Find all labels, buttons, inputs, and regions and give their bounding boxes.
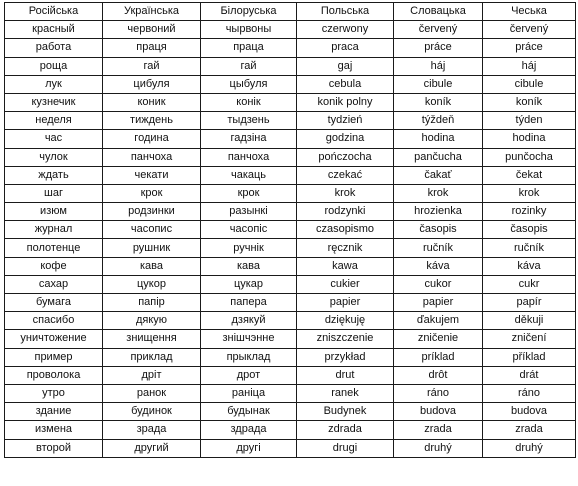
cell-slovak: červený xyxy=(394,21,483,39)
table-row xyxy=(5,275,576,293)
cell-slovak: káva xyxy=(394,257,483,275)
table-row xyxy=(5,93,576,111)
cell-ukrainian: приклад xyxy=(103,348,201,366)
cell-russian: сахар xyxy=(5,275,103,293)
cell-belarusian: другі xyxy=(201,439,297,457)
cell-slovak: pančucha xyxy=(394,148,483,166)
table-row xyxy=(5,184,576,202)
cell-belarusian: кава xyxy=(201,257,297,275)
cell-russian: час xyxy=(5,130,103,148)
table-row xyxy=(5,166,576,184)
cell-belarusian: цыбуля xyxy=(201,75,297,93)
cell-polish: pończocha xyxy=(297,148,394,166)
table-row xyxy=(5,148,576,166)
table-row xyxy=(5,75,576,93)
cell-belarusian: разынкі xyxy=(201,203,297,221)
cell-polish: czerwony xyxy=(297,21,394,39)
cell-russian: кузнечик xyxy=(5,93,103,111)
cell-belarusian: чакаць xyxy=(201,166,297,184)
cell-czech: punčocha xyxy=(483,148,576,166)
cell-czech: krok xyxy=(483,184,576,202)
cell-ukrainian: знищення xyxy=(103,330,201,348)
cell-slovak: práce xyxy=(394,39,483,57)
table-row xyxy=(5,130,576,148)
table-row xyxy=(5,312,576,330)
cell-belarusian: чырвоны xyxy=(201,21,297,39)
cell-polish: drugi xyxy=(297,439,394,457)
cell-slovak: ráno xyxy=(394,384,483,402)
cell-czech: káva xyxy=(483,257,576,275)
header-russian: Російська xyxy=(5,3,103,21)
cell-ukrainian: кава xyxy=(103,257,201,275)
cell-czech: druhý xyxy=(483,439,576,457)
cell-czech: ručník xyxy=(483,239,576,257)
cell-belarusian: праца xyxy=(201,39,297,57)
cell-polish: zniszczenie xyxy=(297,330,394,348)
table-row xyxy=(5,384,576,402)
cell-russian: второй xyxy=(5,439,103,457)
cell-ukrainian: рушник xyxy=(103,239,201,257)
cell-belarusian: здрада xyxy=(201,421,297,439)
cell-slovak: budova xyxy=(394,403,483,421)
cell-czech: čekat xyxy=(483,166,576,184)
cell-russian: проволока xyxy=(5,366,103,384)
cell-belarusian: конік xyxy=(201,93,297,111)
table-row xyxy=(5,330,576,348)
cell-slovak: koník xyxy=(394,93,483,111)
cell-belarusian: будынак xyxy=(201,403,297,421)
cell-ukrainian: цибуля xyxy=(103,75,201,93)
cell-slovak: papier xyxy=(394,294,483,312)
cell-ukrainian: другий xyxy=(103,439,201,457)
cell-czech: červený xyxy=(483,21,576,39)
header-ukrainian: Українська xyxy=(103,3,201,21)
cell-russian: полотенце xyxy=(5,239,103,257)
cell-russian: работа xyxy=(5,39,103,57)
cell-czech: papír xyxy=(483,294,576,312)
cell-ukrainian: дякую xyxy=(103,312,201,330)
cell-russian: здание xyxy=(5,403,103,421)
cell-polish: zdrada xyxy=(297,421,394,439)
cell-czech: koník xyxy=(483,93,576,111)
table-row xyxy=(5,294,576,312)
table-row xyxy=(5,348,576,366)
cell-belarusian: часопіс xyxy=(201,221,297,239)
cell-ukrainian: цукор xyxy=(103,275,201,293)
table-row xyxy=(5,112,576,130)
cell-slovak: ručník xyxy=(394,239,483,257)
cell-polish: przykład xyxy=(297,348,394,366)
cell-ukrainian: ранок xyxy=(103,384,201,402)
cell-slovak: čakať xyxy=(394,166,483,184)
table-row xyxy=(5,257,576,275)
cell-belarusian: гай xyxy=(201,57,297,75)
cell-ukrainian: панчоха xyxy=(103,148,201,166)
cell-russian: спасибо xyxy=(5,312,103,330)
table-row xyxy=(5,421,576,439)
cell-russian: чулок xyxy=(5,148,103,166)
cell-russian: уничтожение xyxy=(5,330,103,348)
table-row xyxy=(5,221,576,239)
cell-russian: красный xyxy=(5,21,103,39)
cell-slovak: príklad xyxy=(394,348,483,366)
cell-polish: ranek xyxy=(297,384,394,402)
cell-polish: cukier xyxy=(297,275,394,293)
cell-russian: бумага xyxy=(5,294,103,312)
cell-ukrainian: чекати xyxy=(103,166,201,184)
cell-czech: časopis xyxy=(483,221,576,239)
cell-polish: kawa xyxy=(297,257,394,275)
cell-slovak: hodina xyxy=(394,130,483,148)
cell-czech: hodina xyxy=(483,130,576,148)
cell-czech: háj xyxy=(483,57,576,75)
cell-belarusian: папера xyxy=(201,294,297,312)
cell-ukrainian: година xyxy=(103,130,201,148)
cell-russian: измена xyxy=(5,421,103,439)
table-body xyxy=(5,21,576,458)
cell-polish: cebula xyxy=(297,75,394,93)
table-row xyxy=(5,439,576,457)
cell-ukrainian: дріт xyxy=(103,366,201,384)
cell-russian: кофе xyxy=(5,257,103,275)
cell-belarusian: раніца xyxy=(201,384,297,402)
table-header xyxy=(5,3,576,21)
cell-russian: лук xyxy=(5,75,103,93)
translation-table xyxy=(4,2,576,458)
cell-ukrainian: червоний xyxy=(103,21,201,39)
cell-ukrainian: коник xyxy=(103,93,201,111)
cell-russian: роща xyxy=(5,57,103,75)
cell-slovak: druhý xyxy=(394,439,483,457)
cell-slovak: krok xyxy=(394,184,483,202)
cell-czech: týden xyxy=(483,112,576,130)
cell-polish: praca xyxy=(297,39,394,57)
cell-ukrainian: тиждень xyxy=(103,112,201,130)
header-slovak: Словацька xyxy=(394,3,483,21)
table-row xyxy=(5,57,576,75)
cell-slovak: hrozienka xyxy=(394,203,483,221)
cell-ukrainian: папір xyxy=(103,294,201,312)
cell-czech: ráno xyxy=(483,384,576,402)
cell-russian: изюм xyxy=(5,203,103,221)
cell-polish: czekać xyxy=(297,166,394,184)
cell-polish: rodzynki xyxy=(297,203,394,221)
cell-ukrainian: праця xyxy=(103,39,201,57)
cell-slovak: zrada xyxy=(394,421,483,439)
cell-ukrainian: зрада xyxy=(103,421,201,439)
cell-belarusian: ручнік xyxy=(201,239,297,257)
cell-belarusian: прыклад xyxy=(201,348,297,366)
cell-polish: papier xyxy=(297,294,394,312)
cell-czech: rozinky xyxy=(483,203,576,221)
cell-polish: krok xyxy=(297,184,394,202)
cell-czech: zrada xyxy=(483,421,576,439)
cell-polish: tydzień xyxy=(297,112,394,130)
cell-czech: práce xyxy=(483,39,576,57)
cell-polish: Budynek xyxy=(297,403,394,421)
cell-czech: zničení xyxy=(483,330,576,348)
cell-ukrainian: родзинки xyxy=(103,203,201,221)
table-row xyxy=(5,366,576,384)
cell-belarusian: гадзіна xyxy=(201,130,297,148)
cell-ukrainian: часопис xyxy=(103,221,201,239)
header-polish: Польська xyxy=(297,3,394,21)
cell-czech: cukr xyxy=(483,275,576,293)
cell-ukrainian: гай xyxy=(103,57,201,75)
cell-czech: budova xyxy=(483,403,576,421)
cell-polish: konik polny xyxy=(297,93,394,111)
cell-polish: drut xyxy=(297,366,394,384)
cell-czech: děkuji xyxy=(483,312,576,330)
cell-russian: утро xyxy=(5,384,103,402)
cell-slovak: cibule xyxy=(394,75,483,93)
cell-polish: ręcznik xyxy=(297,239,394,257)
cell-russian: неделя xyxy=(5,112,103,130)
header-row xyxy=(5,3,576,21)
cell-slovak: háj xyxy=(394,57,483,75)
cell-belarusian: цукар xyxy=(201,275,297,293)
cell-polish: godzina xyxy=(297,130,394,148)
cell-russian: журнал xyxy=(5,221,103,239)
cell-russian: ждать xyxy=(5,166,103,184)
cell-czech: drát xyxy=(483,366,576,384)
cell-ukrainian: будинок xyxy=(103,403,201,421)
cell-slovak: cukor xyxy=(394,275,483,293)
table-row xyxy=(5,39,576,57)
cell-slovak: týždeň xyxy=(394,112,483,130)
cell-czech: cibule xyxy=(483,75,576,93)
cell-belarusian: дрот xyxy=(201,366,297,384)
cell-czech: příklad xyxy=(483,348,576,366)
cell-slovak: ďakujem xyxy=(394,312,483,330)
cell-polish: dziękuję xyxy=(297,312,394,330)
cell-polish: gaj xyxy=(297,57,394,75)
header-czech: Чеська xyxy=(483,3,576,21)
table-row xyxy=(5,239,576,257)
table-row xyxy=(5,203,576,221)
cell-slovak: zničenie xyxy=(394,330,483,348)
table-row xyxy=(5,403,576,421)
cell-belarusian: знішчэнне xyxy=(201,330,297,348)
cell-russian: пример xyxy=(5,348,103,366)
table-row xyxy=(5,21,576,39)
cell-ukrainian: крок xyxy=(103,184,201,202)
cell-belarusian: тыдзень xyxy=(201,112,297,130)
cell-belarusian: дзякуй xyxy=(201,312,297,330)
cell-slovak: časopis xyxy=(394,221,483,239)
cell-belarusian: крок xyxy=(201,184,297,202)
cell-belarusian: панчоха xyxy=(201,148,297,166)
cell-russian: шаг xyxy=(5,184,103,202)
header-belarusian: Білоруська xyxy=(201,3,297,21)
cell-polish: czasopismo xyxy=(297,221,394,239)
cell-slovak: drôt xyxy=(394,366,483,384)
